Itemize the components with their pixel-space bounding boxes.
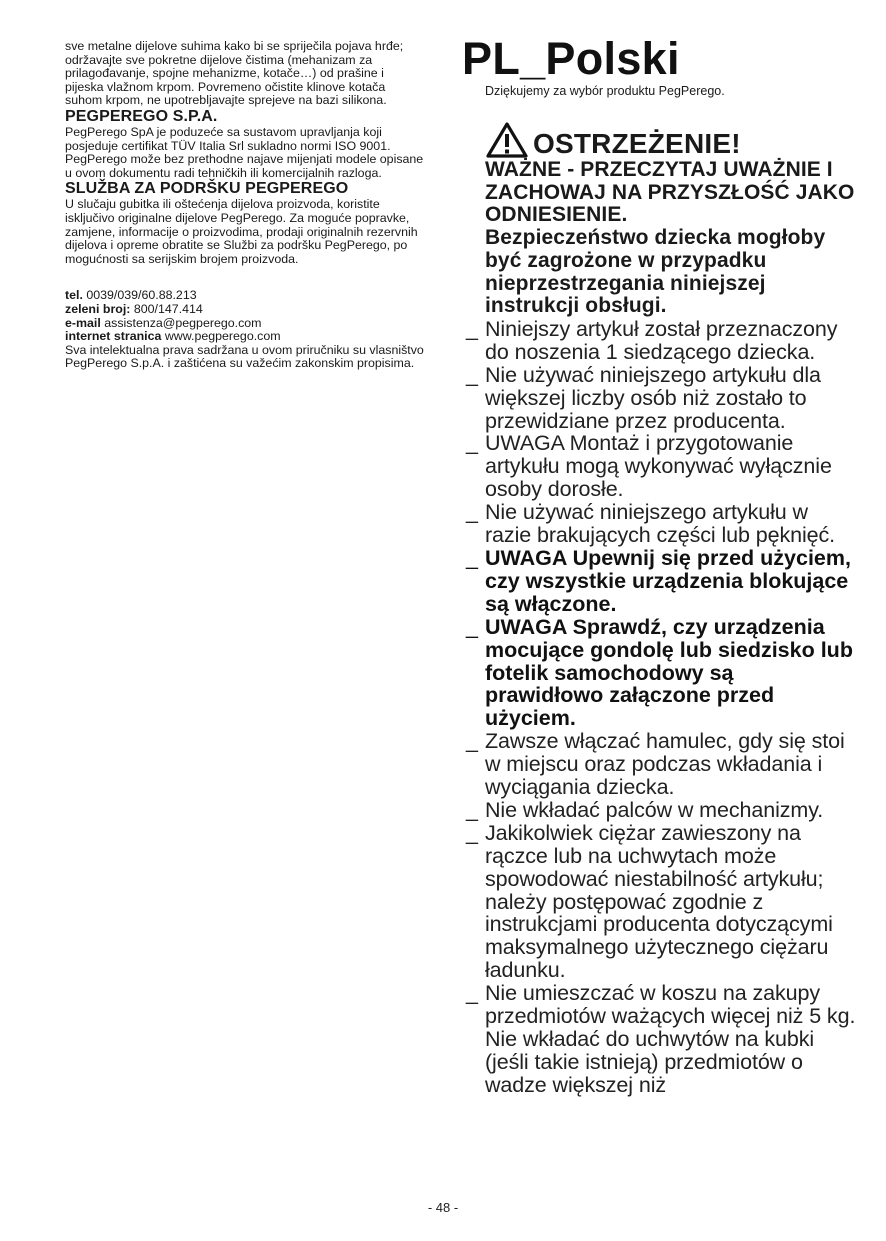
contact-tel [65,289,425,303]
list-item-text: UWAGA Upewnij się przed użyciem, czy wszystkie urządzenia blokujące są włączone. [485,545,851,616]
bullet-dash: _ [466,614,478,639]
contact-free-value: 800/147.414 [133,301,203,316]
important-notice: WAŻNE - PRZECZYTAJ UWAŻNIE I ZACHOWAJ NA PRZYSZŁOŚĆ JAKO ODNIESIENIE. [485,158,855,227]
company-section [65,108,425,180]
contact-tel-value: 0039/039/60.88.213 [86,288,197,303]
list-item-text: Niniejszy artykuł został przeznaczony do noszenia 1 siedzącego dziecka. [485,316,838,364]
list-item-text: Jakikolwiek ciężar zawieszony na rączce lub na uchwytach może spowodować niestabilność artykułu; należy postępować zgodnie z instrukcjami producenta dotyczącymi maksymalnego użytecznego ciężaru ładunku. [485,820,833,983]
contact-email-label: e-mail [65,315,101,330]
warning-header [485,121,857,159]
contact-email [65,317,425,331]
list-item [462,730,857,799]
list-item-text: UWAGA Montaż i przygotowanie artykułu mogą wykonywać wyłącznie osoby dorosłe. [485,431,832,502]
service-text: U slučaju gubitka ili oštećenja dijelova proizvoda, koristite isključivo originalne dijelove PegPerego. Za moguće popravke, zamjene, informacije o proizvodima, prodaji originalnih rezervnih dijelova i opreme obratite se Službi za podršku PegPerego, po mogućnosti sa serijskim brojem proizvoda. [65,197,418,266]
left-column [65,40,425,371]
bullet-dash: _ [466,820,478,845]
bullet-dash: _ [466,431,478,456]
contact-email-value: assistenza@pegperego.com [104,315,262,330]
contact-free-number [65,303,425,317]
service-section [65,180,425,266]
list-item-text: Nie używać niniejszego artykułu w razie brakujących części lub pęknięć. [485,500,836,548]
list-item [462,547,857,616]
bullet-dash: _ [466,729,478,754]
company-text: PegPerego SpA je poduzeće sa sustavom upravljanja koji posjeduje certifikat TÜV Italia Srl sukladno normi ISO 9001. PegPerego može bez prethodne najave mijenjati modele opisane u ovom dokumentu radi tehničkih ili komercijalnih razloga. [65,124,424,180]
list-item [462,616,857,731]
rights-section [65,344,425,371]
right-column [462,34,857,1097]
bullet-dash: _ [466,316,478,341]
warning-list [462,318,857,1097]
list-item [462,501,857,547]
list-item-text: UWAGA Sprawdź, czy urządzenia mocujące gondolę lub siedzisko lub fotelik samochodowy są prawidłowo załączone przed użyciem. [485,614,853,731]
warning-title: OSTRZEŻENIE! [533,128,741,159]
thanks-text: Dziękujemy za wybór produktu PegPerego. [485,84,725,98]
list-item-text: Nie używać niniejszego artykułu dla większej liczby osób niż zostało to przewidziane przez producenta. [485,362,821,433]
contact-web-label: internet stranica [65,329,162,344]
contact-tel-label: tel. [65,288,83,303]
list-item [462,982,857,1097]
maintenance-paragraph [65,40,425,108]
list-item [462,799,857,822]
list-item [462,318,857,364]
list-item-text: Nie umieszczać w koszu na zakupy przedmiotów ważących więcej niż 5 kg. Nie wkładać do uchwytów na kubki (jeśli takie istnieją) przedmiotów o wadze większej niż [485,981,856,1097]
maintenance-text: sve metalne dijelove suhima kako bi se spriječila pojava hrđe; održavajte sve pokretne dijelove čistima (mehanizam za prilagođavanje, spojne mehanizme, kotače…) od prašine i pijeska vlažnom krpom. Povremeno očistite klinove kotača suhom krpom, ne upotrebljavajte sprejeve na bazi silikona. [65,39,404,108]
bullet-dash: _ [466,797,478,822]
contact-free-label: zeleni broj: [65,301,131,316]
warning-triangle-icon [485,121,529,159]
bullet-dash: _ [466,362,478,387]
page-number: - 48 - [427,1200,459,1215]
language-title: PL_Polski [462,33,680,84]
company-heading: PEGPEREGO S.P.A. [65,107,218,125]
service-heading: SLUŽBA ZA PODRŠKU PEGPEREGO [65,180,349,198]
list-item-text: Zawsze włączać hamulec, gdy się stoi w miejscu oraz podczas wkładania i wyciągania dziecka. [485,729,845,800]
contact-web-value: www.pegperego.com [164,329,281,344]
list-item [462,364,857,433]
rights-text: Sva intelektualna prava sadržana u ovom priručniku su vlasništvo PegPerego S.p.A. i zaštićena su važećim zakonskim propisima. [65,342,424,371]
contact-web [65,330,425,344]
list-item [462,822,857,982]
contacts-section [65,289,425,343]
bullet-dash: _ [466,545,478,570]
bullet-dash: _ [466,500,478,525]
bullet-dash: _ [466,981,478,1006]
list-item [462,432,857,501]
safety-notice: Bezpieczeństwo dziecka mogłoby być zagrożone w przypadku nieprzestrzegania niniejszej instrukcji obsługi. [485,226,826,318]
list-item-text: Nie wkładać palców w mechanizmy. [485,797,824,822]
